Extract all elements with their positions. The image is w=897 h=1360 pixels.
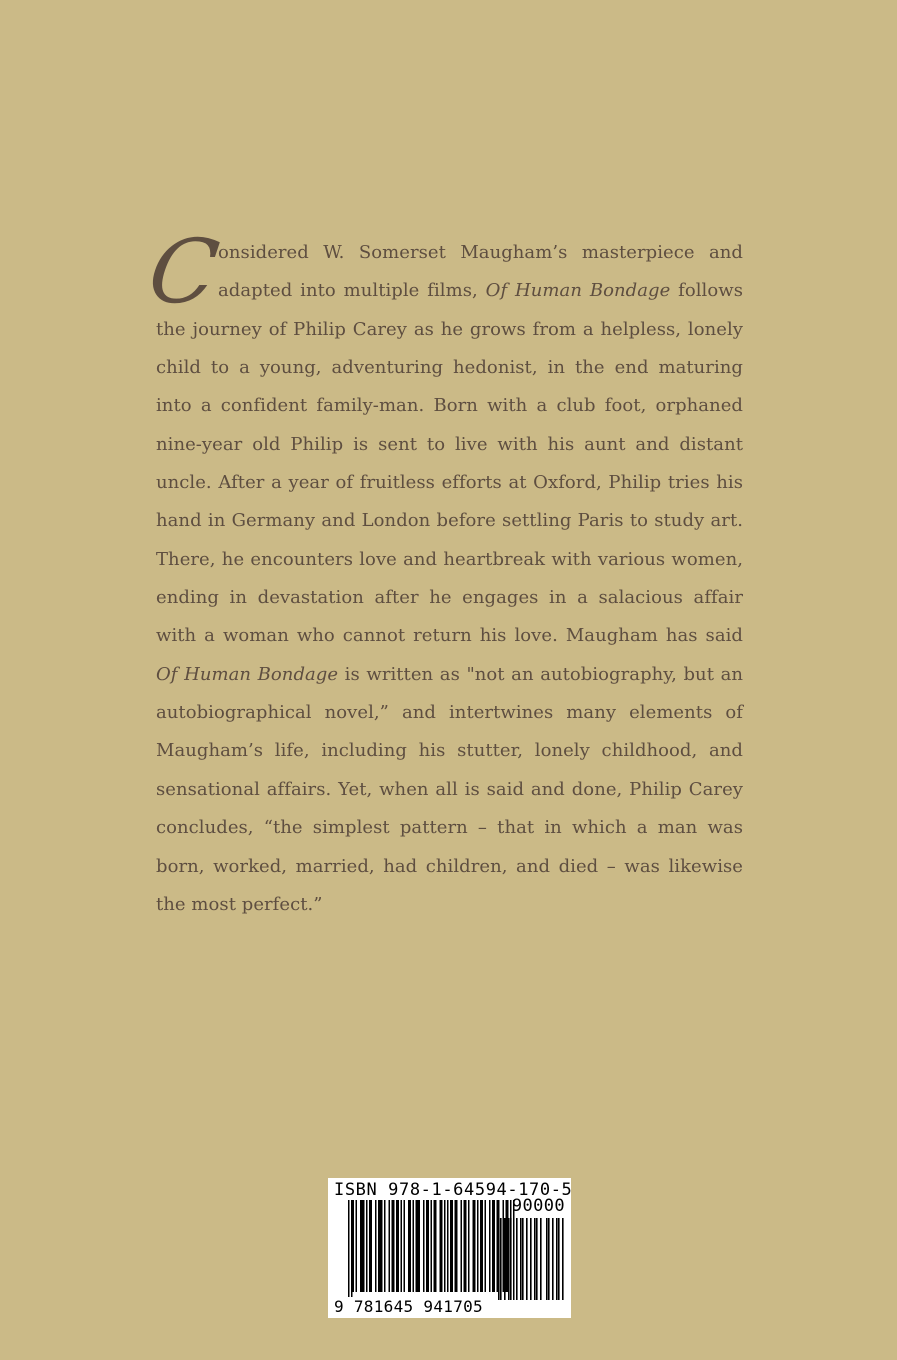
description-part-2: follows the journey of Philip Carey as he grows from a helpless, lonely child to a young, adventuring hedonist, in the end maturing into a confident family-man. Born with a club foot, orphaned nine-year old Philip is sent to live with his aunt and distant uncle. After a year of fruitless efforts at Oxford, Philip tries his hand in Germany and London before settling Paris to study art. There, he encounters love and heartbreak with various women, ending in devastation after he engages in a salacious affair with a woman who cannot return his love. Maugham has said	[156, 280, 743, 647]
isbn-barcode	[328, 1178, 571, 1318]
book-title-ref-2: Of Human Bondage	[156, 663, 339, 685]
book-title-ref-1: Of Human Bondage	[485, 280, 671, 302]
book-description	[142, 220, 743, 924]
description-part-1: onsidered W. Somerset Maugham’s masterpiece and adapted into multiple films,	[218, 242, 743, 302]
ean-digits: 9 781645 941705	[334, 1297, 483, 1316]
price-code: 90000	[511, 1196, 565, 1216]
drop-cap: C	[142, 220, 225, 323]
isbn-label: ISBN 978-1-64594-170-5	[334, 1180, 573, 1200]
description-part-3: is written as "not an autobiography, but an autobiographical novel,” and intertwines many elements of Maugham’s life, including his stutter, lonely childhood, and sensational affairs. Yet, when all is said and done, Philip Carey concludes, “the simplest pattern – that in which a man was born, worked, married, had children, and died – was likewise the most perfect.”	[156, 663, 743, 915]
